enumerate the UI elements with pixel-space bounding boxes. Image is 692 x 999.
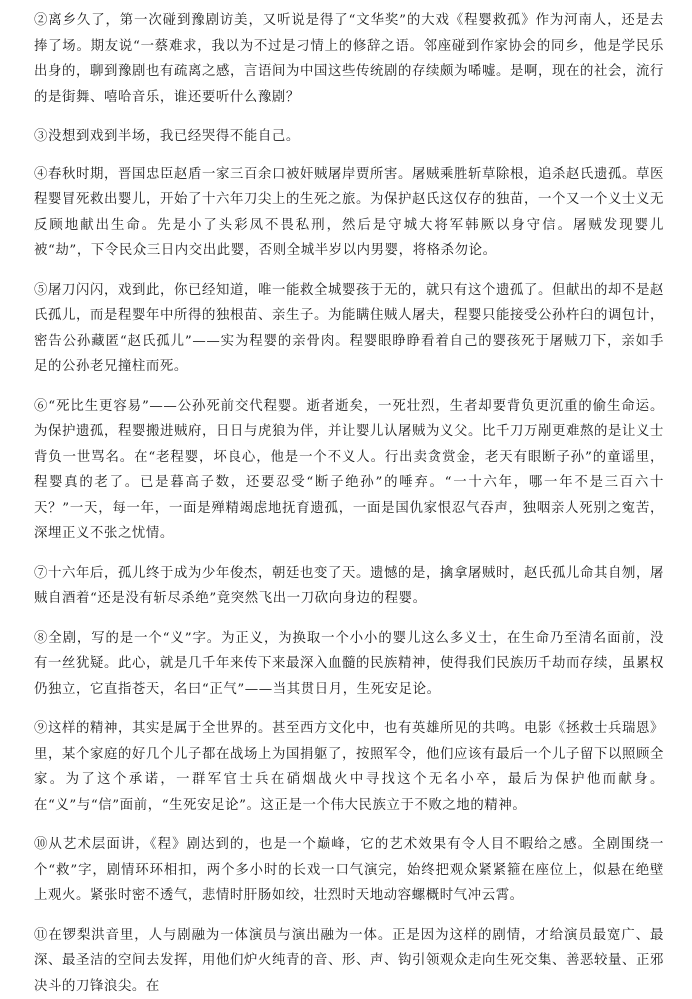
paragraph-4: ④春秋时期，晋国忠臣赵盾一家三百余口被奸贼屠岸贾所害。屠贼乘胜斩草除根，追杀赵氏遗孤。草医程婴冒死救出婴儿，开始了十六年刀尖上的生死之旅。为保护赵氏这仅存的独苗，一个又一个义士义无反顾地献出生命。先是小了头彩凤不畏私刑，然后是守城大将军韩厥以身守信。屠贼发现婴儿被“劫”，下令民众三日内交出此婴，否则全城半岁以内男婴，将格杀勿论。 — [34, 162, 664, 264]
paragraph-10: ⑩从艺术层面讲，《程》剧达到的，也是一个巅峰，它的艺术效果有令人目不暇给之感。全剧围绕一个“救”字，剧情环环相扣，两个多小时的长戏一口气演完，始终把观众紧紧箍在座位上，似悬在绝壁上观火。紧张时密不透气，悲情时肝肠如绞，壮烈时天地动容螺概时气冲云霄。 — [34, 832, 664, 909]
paragraph-9: ⑨这样的精神，其实是属于全世界的。甚至西方文化中，也有英雄所见的共鸣。电影《拯救士兵瑞恩》里，某个家庭的好几个儿子都在战场上为国捐躯了，按照军令，他们应该有最后一个儿子留下以照顾全家。为了这个承诺，一群军官士兵在硝烟战火中寻找这个无名小卒，最后为保护他而献身。在“义”与“信”面前，“生死安足论”。这正是一个伟大民族立于不败之地的精神。 — [34, 716, 664, 818]
paragraph-5: ⑤屠刀闪闪，戏到此，你已经知道，唯一能救全城婴孩于无的，就只有这个遗孤了。但献出的却不是赵氏孤儿，而是程婴年中所得的独根苗、亲生子。为能瞒住贼人屠夫，程婴只能接受公孙杵臼的调包计，密告公孙藏匿“赵氏孤儿”——实为程婴的亲骨肉。程婴眼睁睁看着自己的婴孩死于屠贼刀下，亲如手足的公孙老兄撞柱而死。 — [34, 278, 664, 380]
paragraph-2: ②离乡久了，第一次碰到豫剧访美，又听说是得了“文华奖”的大戏《程婴救孤》作为河南人，还是去捧了场。期友说“一蔡难求，我以为不过是刁情上的修辞之语。邻座碰到作家协会的同乡，他是学民乐出身的，聊到豫剧也有疏离之感，言语间为中国这些传统剧的存续颇为唏嘘。是啊，现在的社会，流行的是街舞、嘻哈音乐，谁还要听什么豫剧？ — [34, 8, 664, 110]
paragraph-8: ⑧全剧，写的是一个“义”字。为正义，为换取一个小小的婴儿这么多义士，在生命乃至清名面前，没有一丝犹疑。此心，就是几千年来传下来最深入血髓的民族精神，使得我们民族历千劫而存续，虽累权仍独立，它直指苍天，名曰“正气”——当其贯日月，生死安足论。 — [34, 626, 664, 703]
paragraph-7: ⑦十六年后，孤儿终于成为少年俊杰，朝廷也变了天。遗憾的是，擒拿屠贼时，赵氏孤儿命其自刎，屠贼自酒着“还是没有斩尽杀绝”竟突然飞出一刀砍向身边的程婴。 — [34, 561, 664, 612]
paragraph-6: ⑥“死比生更容易”——公孙死前交代程婴。逝者逝矣，一死壮烈，生者却要背负更沉重的偷生命运。为保护遗孤，程婴搬进贼府，日日与虎狼为伴，并让婴儿认屠贼为义父。比千刀万剐更难熬的是让义士背负一世骂名。在“老程婴，坏良心，他是一个不义人。行出卖贪赏金，老天有眼断子孙”的童谣里，程婴真的老了。已是暮高子数，还要忍受“断子绝孙”的唾弃。“一十六年，哪一年不是三百六十天？”一天，每一年，一面是殚精竭虑地抚育遗孤，一面是国仇家恨忍气吞声，独咽亲人死别之寃苦，深埋正义不张之忧情。 — [34, 394, 664, 547]
paragraph-11: ⑪在锣梨洪音里，人与剧融为一体演员与演出融为一体。正是因为这样的剧情，才给演员最宽广、最深、最圣洁的空间去发挥，用他们炉火纯青的音、形、声、钩引领观众走向生死交集、善恶较量、正邪决斗的刀锋浪尖。在 — [34, 923, 664, 999]
paragraph-3: ③没想到戏到半场，我已经哭得不能自己。 — [34, 124, 664, 150]
